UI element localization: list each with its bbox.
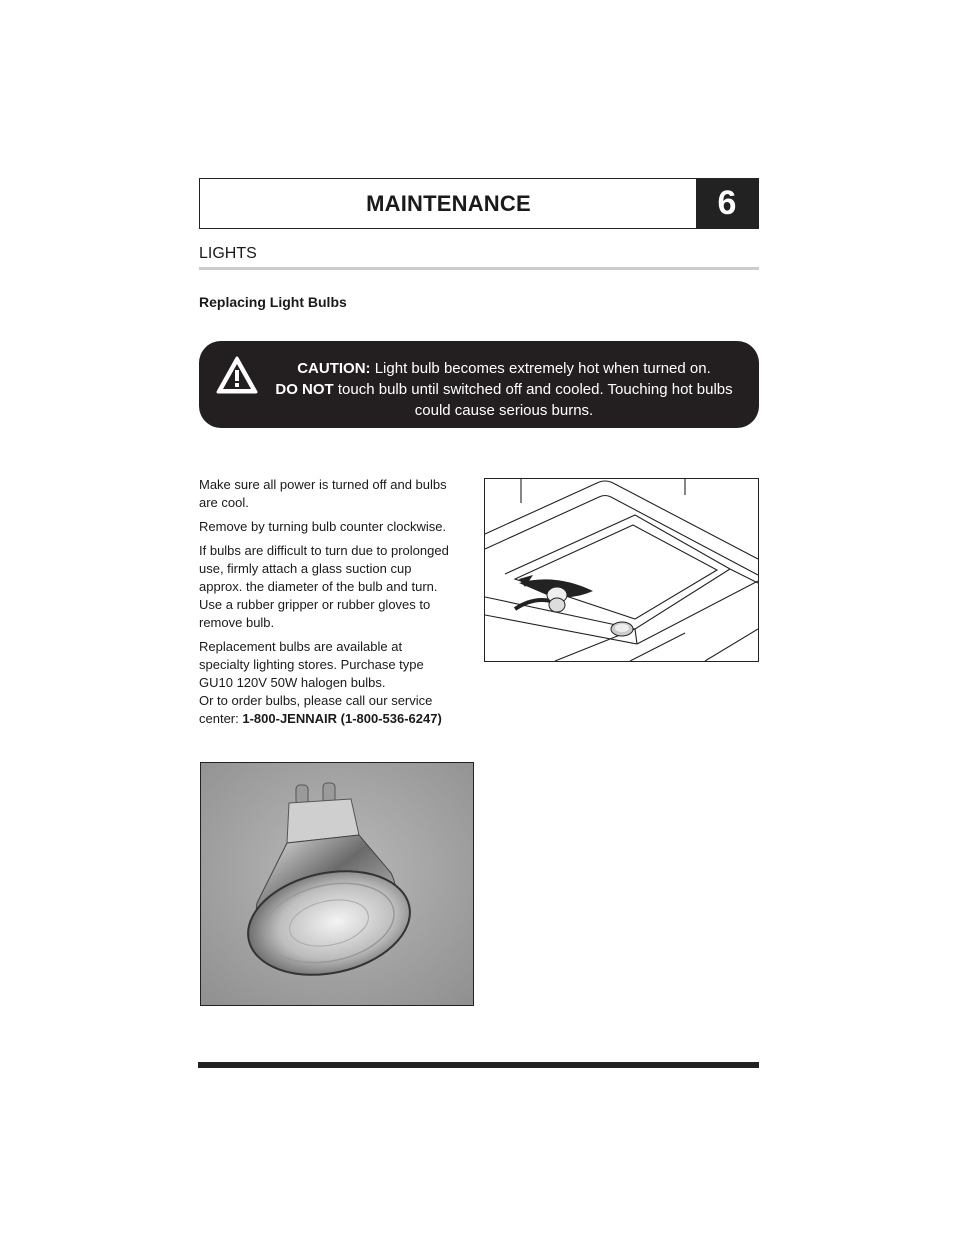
instruction-remove-bulb: Remove by turning bulb counter clockwise. (199, 519, 447, 534)
warning-triangle-icon (215, 355, 259, 395)
page-title: MAINTENANCE (366, 190, 531, 216)
caution-text-1: Light bulb becomes extremely hot when turned on. (374, 360, 711, 377)
caution-text-2: touch bulb until switched off and cooled. Touching hot bulbs could cause serious burns. (337, 381, 733, 419)
do-not-label: DO NOT (275, 381, 334, 398)
hood-underside-illustration (485, 479, 758, 661)
instruction-power-off: Make sure all power is turned off and bulbs are cool. (199, 477, 447, 510)
bulb-removal-diagram (484, 478, 759, 662)
section-title: LIGHTS (199, 245, 257, 262)
instruction-difficult-bulb: If bulbs are difficult to turn due to prolonged use, firmly attach a glass suction cup approx. the diameter of the bulb and turn. Use a rubber gripper or rubber gloves to remove bulb. (199, 543, 449, 630)
caution-box (199, 341, 759, 428)
section-divider (199, 267, 759, 270)
instruction-replacement (199, 638, 449, 728)
gu10-bulb-image (201, 763, 473, 1005)
caution-message (269, 358, 739, 421)
replacement-bulb-info: Replacement bulbs are available at specialty lighting stores. Purchase type GU10 120V 50W halogen bulbs. (199, 639, 424, 690)
chapter-number-badge: 6 (696, 179, 758, 228)
instructions-text (199, 476, 449, 728)
footer-divider (198, 1062, 759, 1068)
section-header (199, 178, 759, 229)
order-bulbs-text: Or to order bulbs, please call our service center: (199, 693, 433, 726)
halogen-bulb-photo (200, 762, 474, 1006)
service-phone-number: 1-800-JENNAIR (1-800-536-6247) (242, 711, 442, 726)
caution-label: CAUTION: (297, 360, 371, 377)
subsection-title: Replacing Light Bulbs (199, 294, 347, 310)
